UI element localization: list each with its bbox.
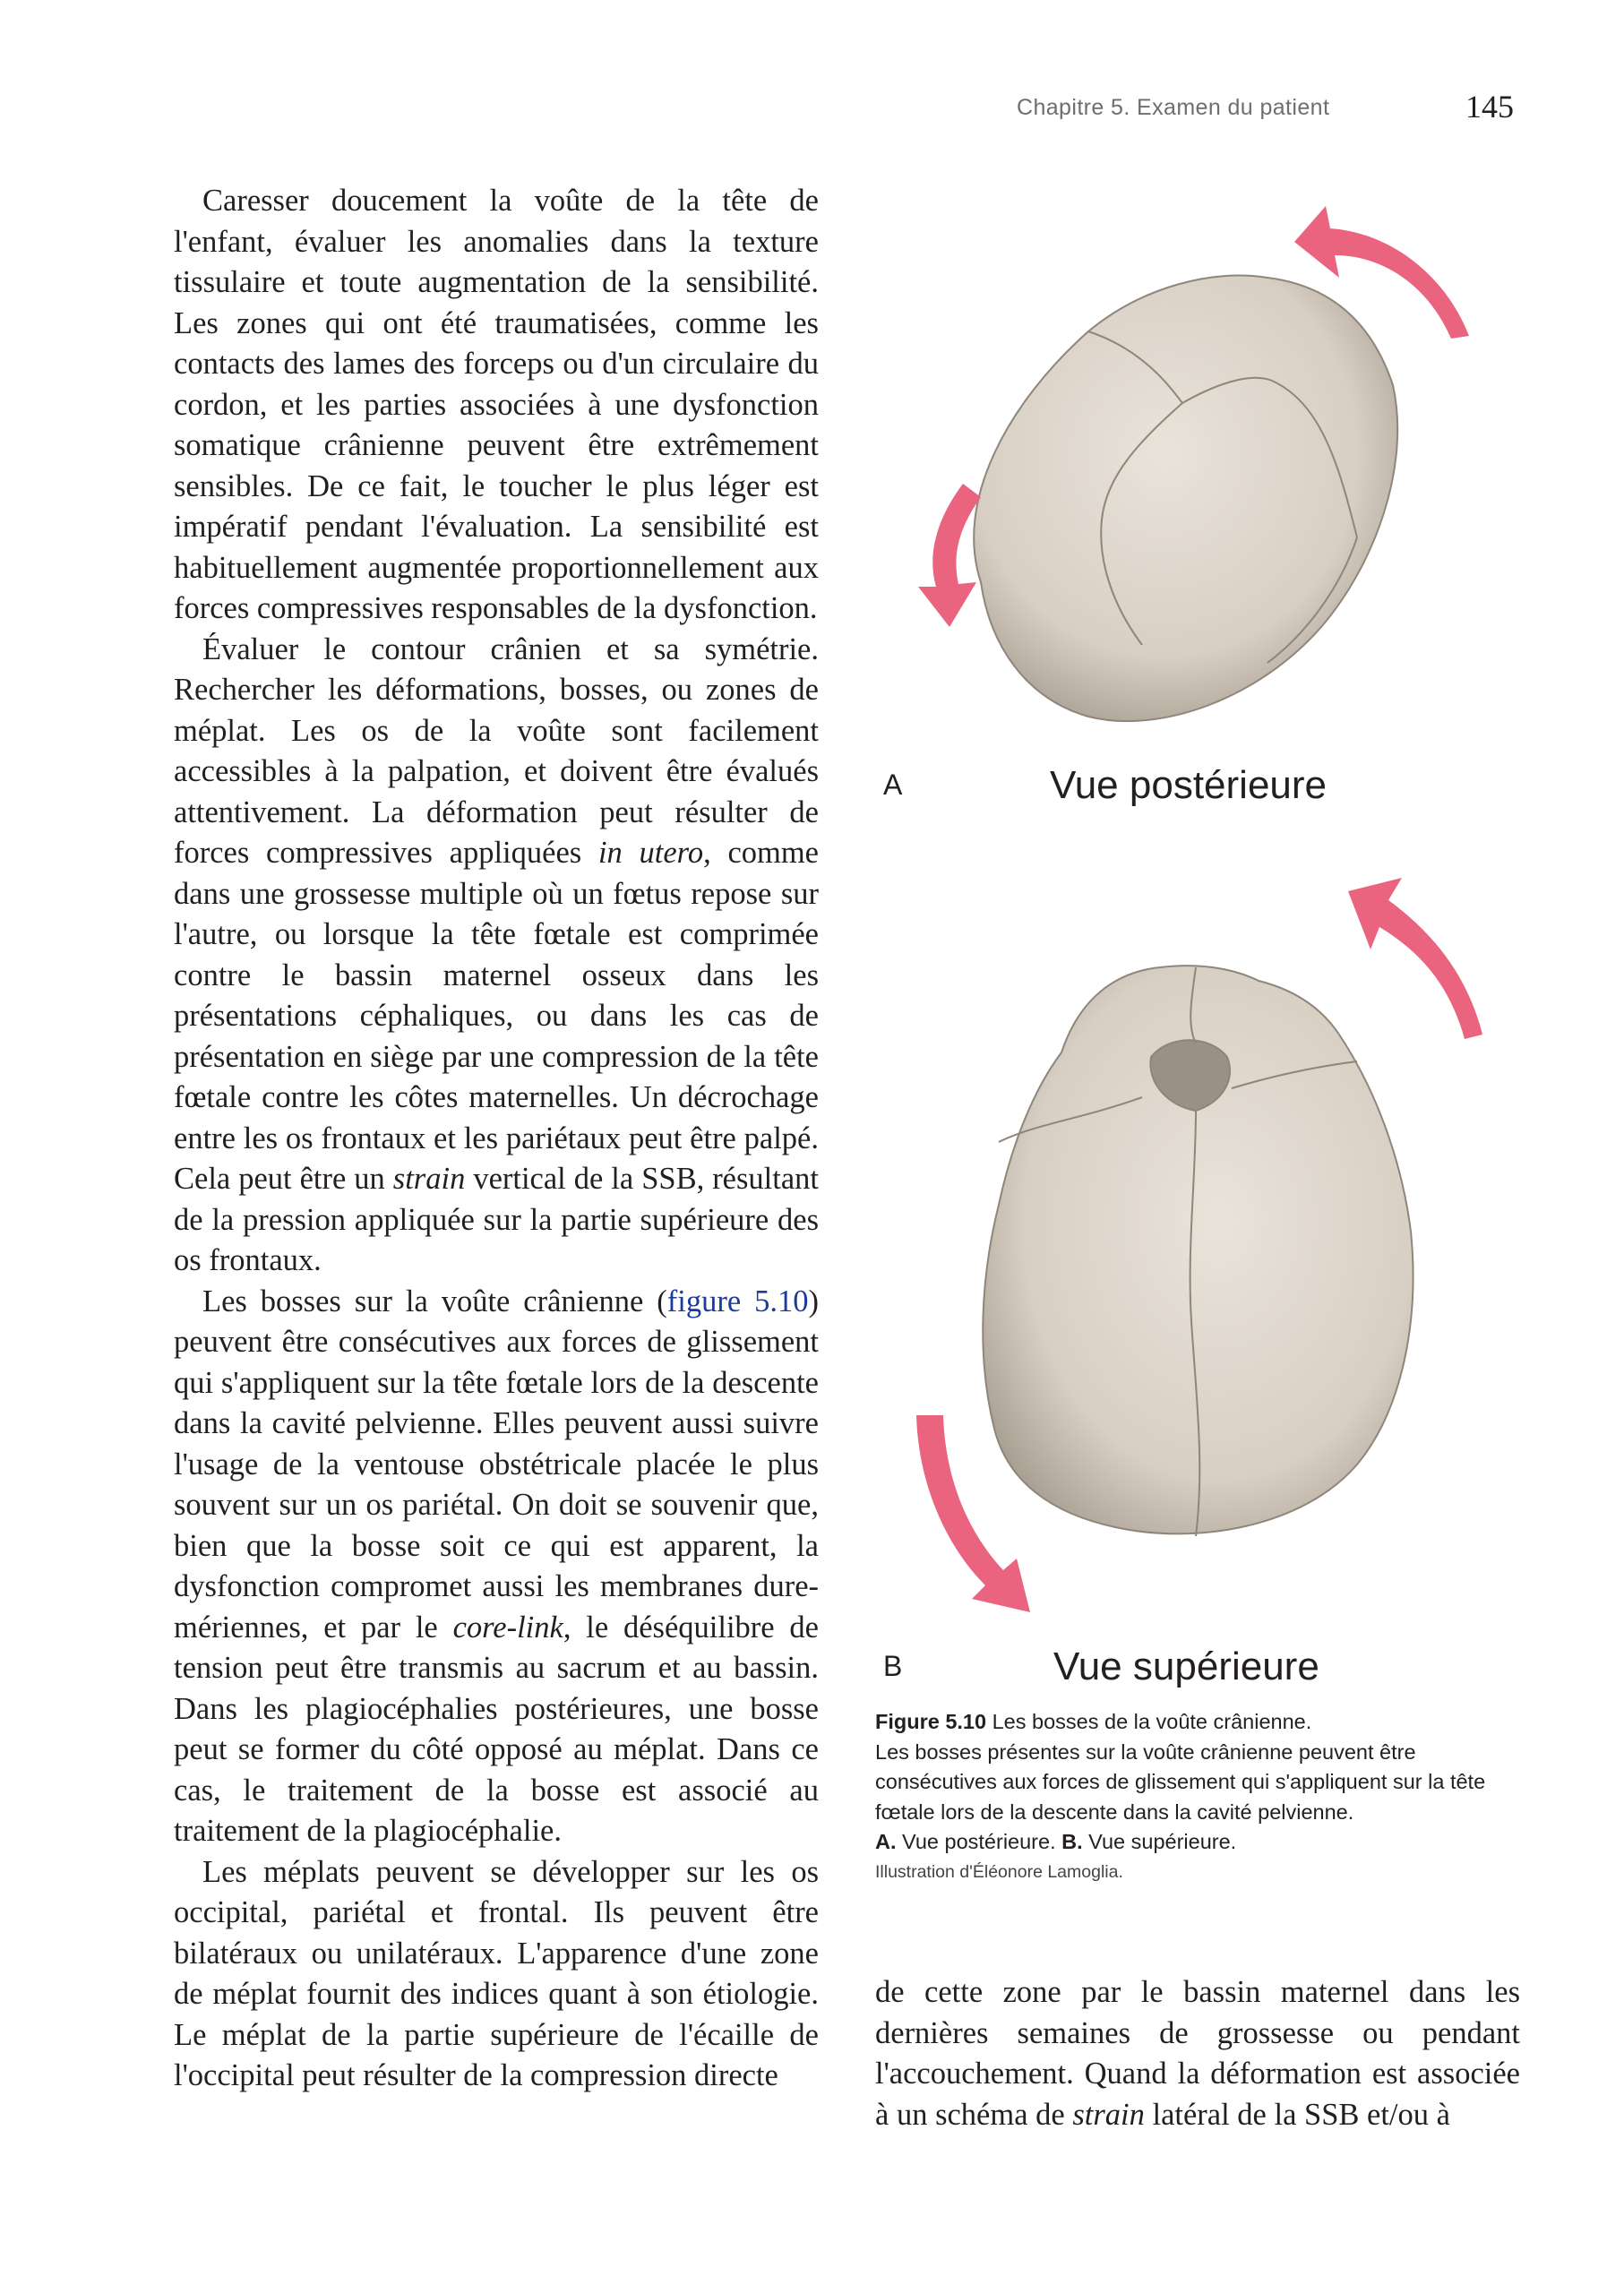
text-run: , comme dans une grossesse multiple où un fœtus repose sur l'autre, ou lorsque la tête fœtale est comprimée contre le bassin maternel osseux dans les présentations céphaliques, ou dans les cas de présentation en siège par une compression de la tête fœtale contre les côtes maternelles. Un décrochage entre les os frontaux et les pariétaux peut être palpé. Cela peut être un — [174, 836, 819, 1196]
caption-heading — [875, 1707, 1538, 1738]
text-run: Les bosses sur la voûte crânienne ( — [202, 1284, 667, 1318]
paragraph-2 — [174, 630, 819, 1282]
posterior-skull-shape — [974, 276, 1397, 722]
text-run: , le déséquilibre de tension peut être transmis au sacrum et au bassin. Dans les plagiocéphalies postérieures, une bosse peut se former du côté opposé au méplat. Dans ce cas, le traitement de la bosse est associé au traitement de la plagiocéphalie. — [174, 1610, 819, 1848]
text-run: de cette zone par le bassin maternel dans les dernières semaines de grossesse ou pendant l'accouchement. Quand la déformation est associée à un schéma de — [875, 1975, 1520, 2132]
italic-term: core-link — [452, 1610, 563, 1645]
italic-term: strain — [392, 1162, 466, 1196]
running-head: Chapitre 5. Examen du patient — [1017, 95, 1330, 120]
figure-reference-link[interactable]: figure 5.10 — [666, 1284, 809, 1318]
illustration-credit: Illustration d'Éléonore Lamoglia. — [875, 1861, 1123, 1882]
rotation-arrow-left — [918, 484, 981, 627]
caption-title: Les bosses de la voûte crânienne. — [986, 1710, 1312, 1733]
left-column-text — [174, 181, 819, 2097]
text-run: Évaluer le contour crânien et sa symétrie. Rechercher les déformations, bosses, ou zones de méplat. Les os de la voûte sont facilement accessibles à la palpation, et doivent être évalués attentivement. La déformation peut résulter de forces compressives appliquées — [174, 631, 819, 870]
paragraph-1: Caresser doucement la voûte de la tête de l'enfant, évaluer les anomalies dans la texture tissulaire et toute augmentation de la sensibilité. Les zones qui ont été traumatisées, comme les contacts des lames des forceps ou d'un circulaire du cordon, et les parties associées à une dysfonction somatique crânienne peuvent être extrêmement sensibles. De ce fait, le toucher le plus léger est impératif pendant l'évaluation. La sensibilité est habituellement augmentée proportionnellement aux forces compressives responsables de la dysfonction. — [174, 184, 819, 625]
panel-a-letter: A — [883, 769, 903, 801]
caption-label: Figure 5.10 — [875, 1710, 987, 1733]
figure-caption — [875, 1707, 1538, 1887]
text-run: latéral de la SSB et/ou à — [1144, 2097, 1450, 2132]
paragraph-3 — [174, 1282, 819, 1852]
rotation-arrow-top-right — [1348, 878, 1482, 1039]
caption-a-text: Vue postérieure. — [896, 1830, 1062, 1853]
posterior-view-illustration — [873, 179, 1536, 797]
text-run: vertical de la SSB, résultant de la pression appliquée sur la partie supérieure des os frontaux. — [174, 1162, 819, 1277]
text-run: ) peuvent être consécutives aux forces de glissement qui s'appliquent sur la tête fœtale lors de la descente dans la cavité pelvienne. Elles peuvent aussi suivre l'usage de la ventouse obstétricale placée le plus souvent sur un os pariétal. On doit se souvenir que, bien que la bosse soit ce qui est apparent, la dysfonction compromet aussi les membranes dure-mériennes, et par le — [174, 1284, 819, 1645]
continuation-paragraph — [875, 1972, 1520, 2135]
caption-body: Les bosses présentes sur la voûte crânienne peuvent être consécutives aux forces de glissement qui s'appliquent sur la tête fœtale lors de la descente dans la cavité pelvienne. — [875, 1739, 1486, 1824]
superior-view-illustration — [873, 855, 1536, 1653]
italic-term: strain — [1072, 2097, 1145, 2132]
page-number: 145 — [1465, 89, 1514, 125]
caption-panels — [875, 1827, 1538, 1858]
caption-a-label: A. — [875, 1830, 897, 1853]
caption-b-label: B. — [1061, 1830, 1083, 1853]
panel-a-title: Vue postérieure — [1050, 763, 1328, 807]
paragraph-4: Les méplats peuvent se développer sur les os occipital, pariétal et frontal. Ils peuvent être bilatéraux ou unilatéraux. L'apparence d'une zone de méplat fournit des indices quant à son étiologie. Le méplat de la partie supérieure de l'écaille de l'occipital peut résulter de la compression directe — [174, 1854, 819, 2092]
panel-b-title: Vue supérieure — [1053, 1645, 1319, 1688]
panel-b-letter: B — [883, 1650, 903, 1682]
italic-term: in utero — [597, 836, 704, 870]
caption-b-text: Vue supérieure. — [1082, 1830, 1237, 1853]
right-column-text — [875, 1972, 1520, 2135]
